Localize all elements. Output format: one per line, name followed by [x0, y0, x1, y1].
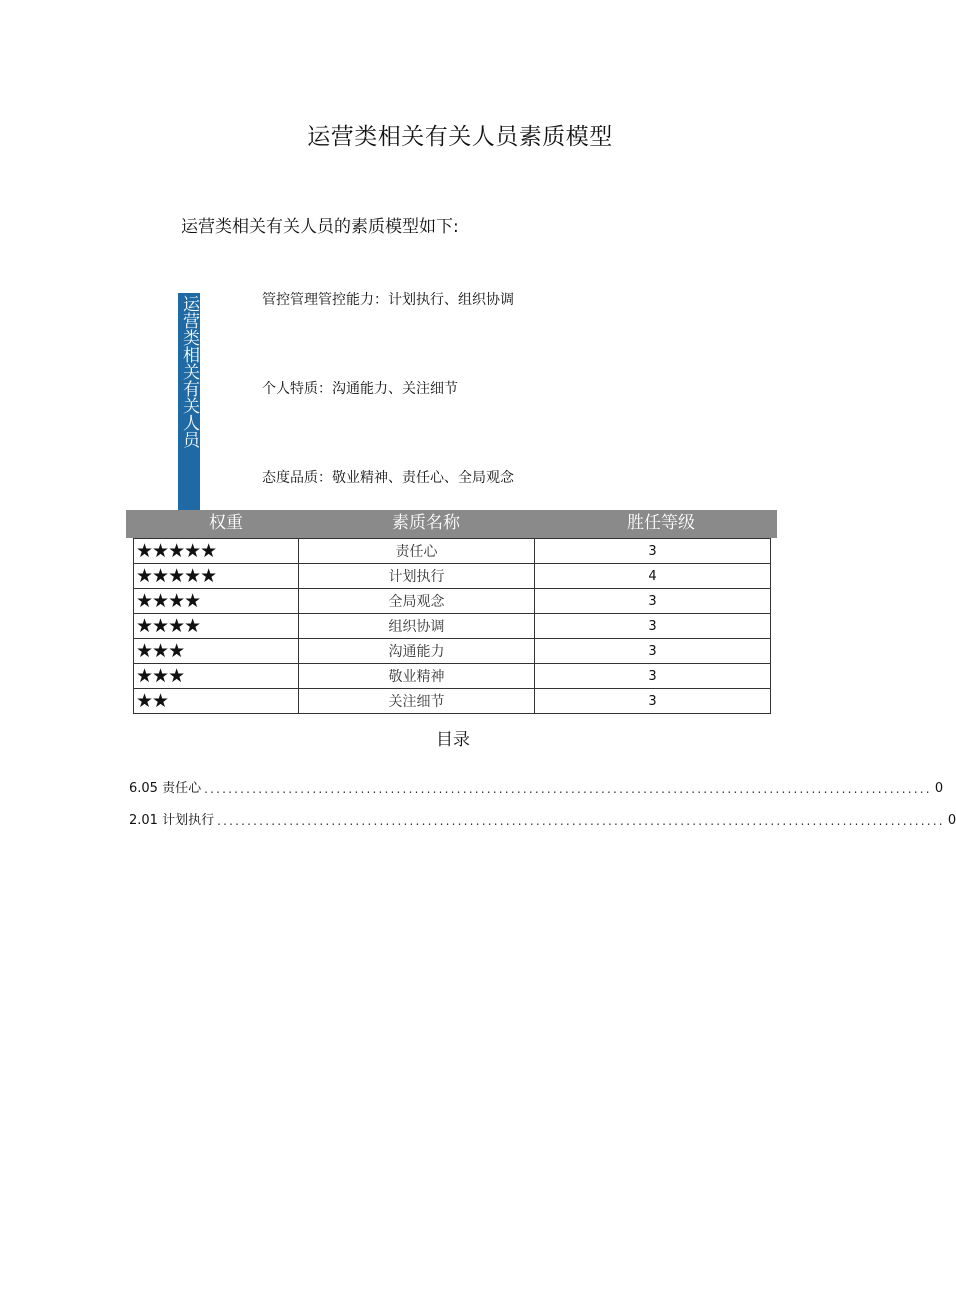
weight-stars: ★★★★★ — [134, 564, 299, 589]
header-competency-level: 胜任等级 — [627, 513, 695, 533]
intro-text: 运营类相关有关人员的素质模型如下: — [181, 217, 459, 237]
table-row — [134, 689, 771, 714]
table-row — [134, 614, 771, 639]
page-title: 运营类相关有关人员素质模型 — [307, 124, 613, 150]
quality-name: 沟通能力 — [299, 639, 535, 664]
weight-stars: ★★ — [134, 689, 299, 714]
weight-stars: ★★★ — [134, 639, 299, 664]
toc-leader-dots: ......................................................................................................................... — [204, 782, 932, 796]
quality-name: 责任心 — [299, 539, 535, 564]
competency-level: 3 — [535, 689, 771, 714]
quality-table — [133, 538, 771, 714]
toc-leader-dots: ......................................................................................................................... — [217, 814, 945, 828]
attribute-line: 管控管理管控能力：计划执行、组织协调 — [262, 292, 514, 308]
toc-entry-page: 0 — [947, 813, 956, 828]
side-label-text: 运营类相关有关人员 — [179, 295, 199, 448]
table-row — [134, 564, 771, 589]
table-header — [126, 510, 777, 538]
toc-entry[interactable] — [129, 810, 956, 828]
side-label-bar — [178, 293, 200, 512]
competency-level: 4 — [535, 564, 771, 589]
weight-stars: ★★★★★ — [134, 539, 299, 564]
competency-level: 3 — [535, 539, 771, 564]
quality-name: 计划执行 — [299, 564, 535, 589]
competency-level: 3 — [535, 639, 771, 664]
table-row — [134, 539, 771, 564]
table-row — [134, 589, 771, 614]
quality-name: 组织协调 — [299, 614, 535, 639]
competency-level: 3 — [535, 664, 771, 689]
weight-stars: ★★★★ — [134, 614, 299, 639]
attribute-line: 个人特质：沟通能力、关注细节 — [262, 381, 458, 397]
toc-entry-label: 6.05 责任心 — [129, 781, 202, 796]
header-weight: 权重 — [209, 513, 243, 533]
table-row — [134, 639, 771, 664]
attribute-line: 态度品质：敬业精神、责任心、全局观念 — [262, 470, 514, 486]
quality-name: 关注细节 — [299, 689, 535, 714]
toc-entry-page: 0 — [934, 781, 944, 796]
toc-title: 目录 — [436, 730, 470, 750]
quality-name: 敬业精神 — [299, 664, 535, 689]
header-quality-name: 素质名称 — [392, 513, 460, 533]
competency-level: 3 — [535, 589, 771, 614]
quality-name: 全局观念 — [299, 589, 535, 614]
toc-entry[interactable] — [129, 778, 944, 796]
competency-level: 3 — [535, 614, 771, 639]
weight-stars: ★★★★ — [134, 589, 299, 614]
weight-stars: ★★★ — [134, 664, 299, 689]
table-row — [134, 664, 771, 689]
toc-entry-label: 2.01 计划执行 — [129, 813, 215, 828]
